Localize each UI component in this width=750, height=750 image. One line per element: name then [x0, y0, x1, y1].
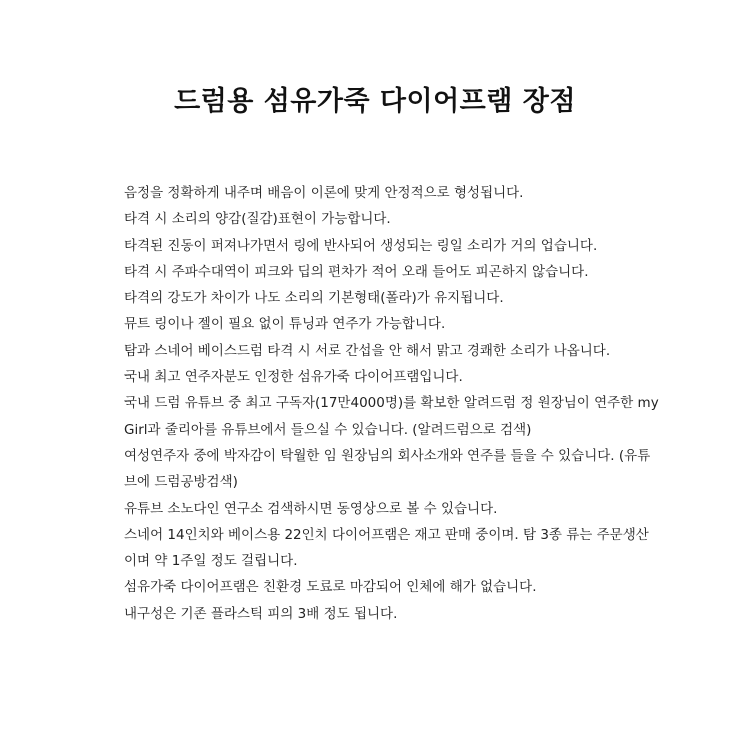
text-line: 스네어 14인치와 베이스용 22인치 다이어프램은 재고 판매 중이며. 탐 3종 류는 주문생산	[124, 526, 649, 543]
text-line: 브에 드럼공방검색)	[124, 474, 238, 491]
text-line: 타격 시 소리의 양감(질감)표현이 가능합니다.	[124, 211, 391, 228]
text-line: Girl과 줄리아를 유튜브에서 들으실 수 있습니다. (알려드럼으로 검색)	[124, 421, 532, 438]
page-title: 드럼용 섬유가죽 다이어프램 장점	[174, 86, 576, 118]
text-line: 국내 드럼 유튜브 중 최고 구독자(17만4000명)를 확보한 알려드럼 정 원장님이 연주한 my	[124, 395, 659, 412]
text-line: 섬유가죽 다이어프램은 친환경 도료로 마감되어 인체에 해가 없습니다.	[124, 579, 537, 596]
text-line: 타격의 강도가 차이가 나도 소리의 기본형태(폴라)가 유지됩니다.	[124, 290, 504, 307]
text-line: 국내 최고 연주자분도 인정한 섬유가죽 다이어프램입니다.	[124, 369, 463, 386]
text-line: 이며 약 1주일 정도 걸립니다.	[124, 553, 298, 570]
text-line: 유튜브 소노다인 연구소 검색하시면 동영상으로 볼 수 있습니다.	[124, 500, 498, 517]
advantages-list	[124, 180, 704, 627]
text-line: 여성연주자 중에 박자감이 탁월한 임 원장님의 회사소개와 연주를 들을 수 있습니다. (유튜	[124, 447, 651, 464]
text-line: 음정을 정확하게 내주며 배음이 이론에 맞게 안정적으로 형성됩니다.	[124, 185, 524, 201]
text-line: 타격된 진동이 퍼져나가면서 링에 반사되어 생성되는 링일 소리가 거의 업습니다.	[124, 237, 598, 254]
text-line: 내구성은 기존 플라스틱 피의 3배 정도 됩니다.	[124, 605, 398, 622]
text-line: 뮤트 링이나 젤이 필요 없이 튜닝과 연주가 가능합니다.	[124, 316, 446, 333]
text-line: 탐과 스네어 베이스드럼 타격 시 서로 간섭을 안 해서 맑고 경쾌한 소리가 나옵니다.	[124, 342, 611, 359]
text-line: 타격 시 주파수대역이 피크와 딥의 편차가 적어 오래 들어도 피곤하지 않습니다.	[124, 263, 589, 280]
